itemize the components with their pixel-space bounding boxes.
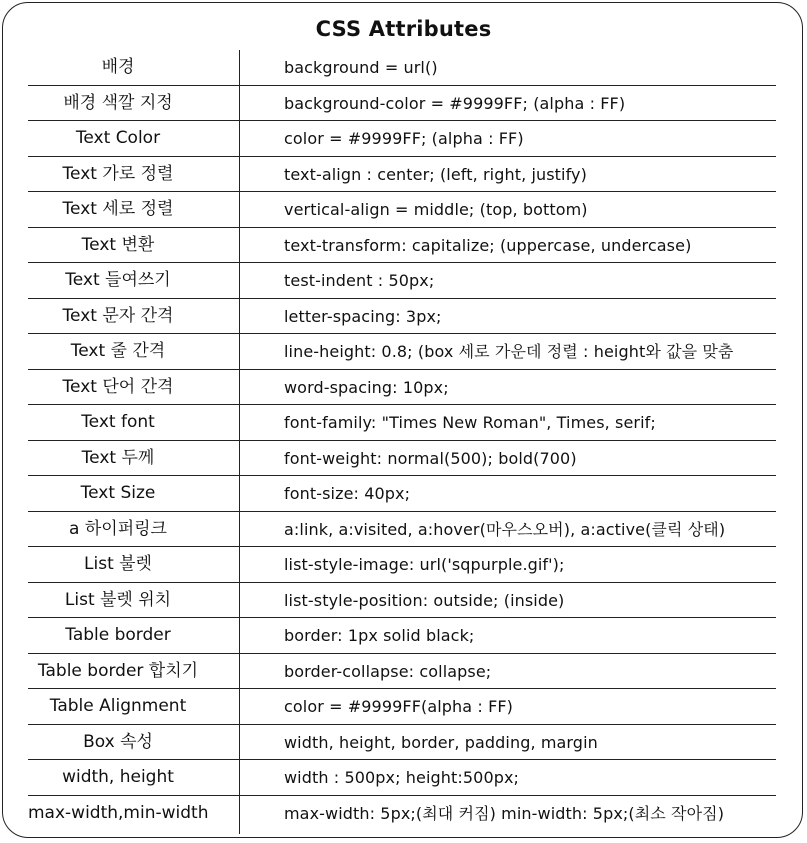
row-value: letter-spacing: 3px;: [284, 306, 442, 326]
row-label: a 하이퍼링크: [69, 518, 167, 539]
table-row: [28, 796, 776, 832]
row-value: text-align : center; (left, right, justify): [284, 164, 587, 184]
row-value: list-style-image: url('sqpurple.gif');: [284, 555, 565, 574]
table-row: [28, 192, 776, 228]
table-row: [28, 86, 776, 122]
row-label: Text 문자 간격: [62, 305, 174, 326]
row-label: Text font: [81, 412, 155, 432]
row-label: max-width,min-width: [28, 802, 209, 823]
row-label: Text Size: [80, 483, 156, 503]
row-value: max-width: 5px;(최대 커짐) min-width: 5px;(최소 작아짐): [284, 803, 725, 823]
table-row: [28, 334, 776, 370]
row-label: Text 세로 정렬: [62, 199, 174, 219]
table-row: [28, 370, 776, 406]
row-label: Text 두께: [81, 447, 155, 468]
page-title: CSS Attributes: [315, 17, 492, 41]
row-value: color = #9999FF(alpha : FF): [284, 697, 514, 716]
row-value: vertical-align = middle; (top, bottom): [284, 200, 588, 219]
row-value: width : 500px; height:500px;: [284, 768, 520, 787]
row-label: Text 들여쓰기: [65, 270, 171, 290]
row-value: line-height: 0.8; (box 세로 가운데 정렬 : height와 값을 맞춤: [284, 342, 734, 361]
row-label: Text 줄 간격: [70, 341, 166, 361]
row-label: 배경 색깔 지정: [63, 92, 173, 113]
row-value: test-indent : 50px;: [284, 271, 435, 290]
table-row: [28, 476, 776, 512]
row-label: Table border: [65, 625, 171, 645]
table-row: [28, 760, 776, 796]
row-value: background-color = #9999FF; (alpha : FF): [284, 93, 626, 113]
table-row: [28, 263, 776, 299]
row-label: Table border 합치기: [37, 660, 199, 681]
row-value: border-collapse: collapse;: [284, 661, 492, 681]
row-label: Text 단어 간격: [62, 376, 174, 397]
row-label: width, height: [62, 767, 174, 787]
row-value: width, height, border, padding, margin: [284, 732, 598, 752]
attributes-table: [28, 50, 776, 831]
table-row: [28, 512, 776, 548]
row-label: Box 속성: [83, 731, 153, 752]
table-row: [28, 547, 776, 583]
table-row: [28, 725, 776, 761]
table-row: [28, 121, 776, 157]
table-row: [28, 405, 776, 441]
row-value: font-size: 40px;: [284, 484, 411, 503]
table-row: [28, 299, 776, 335]
table-row: [28, 583, 776, 619]
row-value: border: 1px solid black;: [284, 626, 475, 645]
table-row: [28, 441, 776, 477]
row-label: Text Color: [75, 128, 161, 148]
row-label: Table Alignment: [49, 696, 187, 716]
row-value: color = #9999FF; (alpha : FF): [284, 129, 524, 148]
table-row: [28, 157, 776, 193]
row-value: a:link, a:visited, a:hover(마우스오버), a:active(클릭 상태): [284, 519, 726, 539]
table-row: [28, 50, 776, 86]
row-label: List 불렛 위치: [64, 589, 172, 610]
row-label: 배경: [101, 57, 135, 77]
row-value: font-family: "Times New Roman", Times, serif;: [284, 413, 656, 432]
row-value: word-spacing: 10px;: [284, 377, 449, 397]
row-value: background = url(): [284, 58, 438, 77]
row-label: Text 변환: [81, 234, 155, 255]
row-label: Text 가로 정렬: [62, 163, 174, 184]
row-value: font-weight: normal(500); bold(700): [284, 448, 577, 468]
row-label: List 불렛: [84, 554, 152, 574]
row-value: text-transform: capitalize; (uppercase, undercase): [284, 235, 692, 255]
table-row: [28, 689, 776, 725]
table-row: [28, 618, 776, 654]
row-value: list-style-position: outside; (inside): [284, 590, 565, 610]
table-row: [28, 228, 776, 264]
table-row: [28, 654, 776, 690]
